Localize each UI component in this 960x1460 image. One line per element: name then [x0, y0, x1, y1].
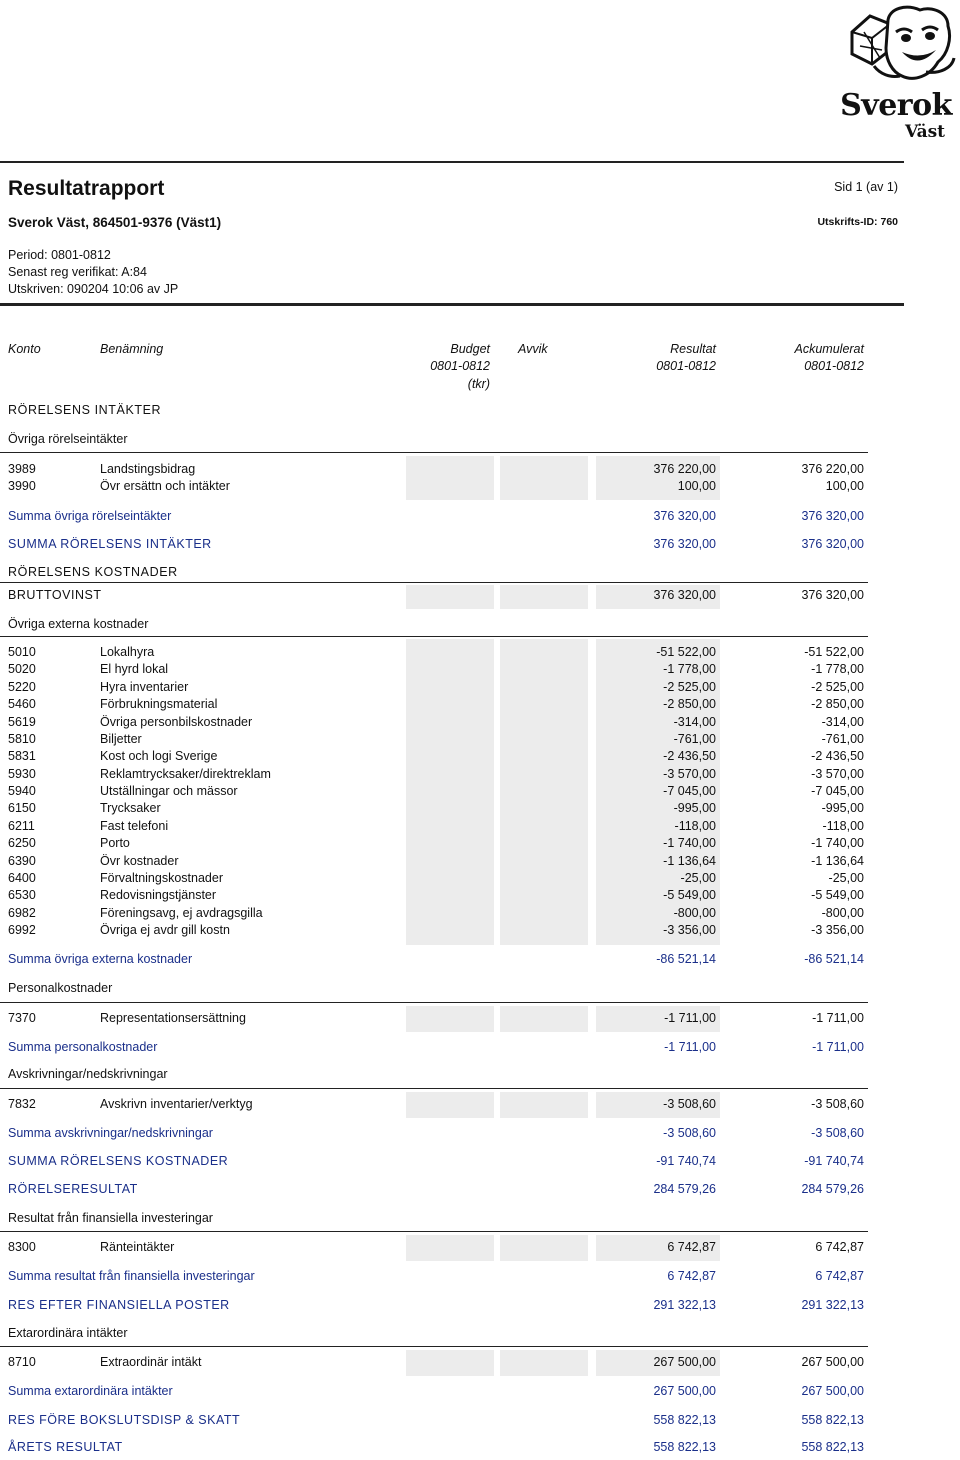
table-row: [0, 923, 868, 941]
account-number: 8300: [8, 1240, 36, 1254]
account-number: 6400: [8, 871, 36, 885]
section-heading: RÖRELSENS KOSTNADER: [8, 565, 178, 579]
table-row: [0, 888, 868, 906]
sum-label: Summa övriga rörelseintäkter: [8, 509, 172, 523]
total-result: 284 579,26: [653, 1182, 716, 1196]
result-value: 267 500,00: [653, 1355, 716, 1369]
table-row: [0, 1355, 868, 1373]
account-number: 8710: [8, 1355, 36, 1369]
total-accumulated: 376 320,00: [801, 588, 864, 602]
logo-name: Sverok: [840, 88, 952, 123]
account-name: Övr ersättn och intäkter: [100, 479, 230, 493]
account-name: Representationsersättning: [100, 1011, 246, 1025]
accumulated-value: -1 778,00: [811, 662, 864, 676]
period: Period: 0801-0812: [8, 248, 111, 262]
account-number: 5020: [8, 662, 36, 676]
sum-accumulated: 376 320,00: [801, 509, 864, 523]
result-value: 376 220,00: [653, 462, 716, 476]
account-name: Avskrivn inventarier/verktyg: [100, 1097, 253, 1111]
sum-accumulated: 267 500,00: [801, 1384, 864, 1398]
result-value: -118,00: [674, 819, 716, 833]
result-value: -3 570,00: [663, 767, 716, 781]
table-row: [0, 697, 868, 715]
accumulated-value: -7 045,00: [811, 784, 864, 798]
total-accumulated: -91 740,74: [804, 1154, 864, 1168]
result-value: -1 711,00: [664, 1011, 716, 1025]
accumulated-value: -2 436,50: [811, 749, 864, 763]
accumulated-value: -118,00: [822, 819, 864, 833]
result-value: -2 436,50: [663, 749, 716, 763]
accumulated-value: -2 525,00: [811, 680, 864, 694]
result-value: -1 136,64: [663, 854, 716, 868]
table-row: [0, 662, 868, 680]
total-label: SUMMA RÖRELSENS INTÄKTER: [8, 537, 212, 551]
sum-result: -3 508,60: [663, 1126, 716, 1140]
col-budget-unit: (tkr): [467, 377, 490, 391]
group-divider: [0, 1346, 868, 1347]
accumulated-value: -3 356,00: [811, 923, 864, 937]
sum-row: [0, 1040, 868, 1058]
account-name: Kost och logi Sverige: [100, 749, 218, 763]
account-number: 6211: [8, 819, 35, 833]
report-title: Resultatrapport: [8, 177, 165, 200]
accumulated-value: -3 570,00: [811, 767, 864, 781]
result-value: -761,00: [673, 732, 716, 746]
account-number: 6982: [8, 906, 36, 920]
header-rule: [0, 303, 904, 306]
group-divider: [0, 636, 868, 637]
result-value: -3 508,60: [663, 1097, 716, 1111]
group-heading: Extarordinära intäkter: [8, 1326, 128, 1340]
sum-label: Summa resultat från finansiella investeringar: [8, 1269, 255, 1283]
account-name: El hyrd lokal: [100, 662, 169, 676]
total-row: [0, 1182, 868, 1200]
result-value: -314,00: [673, 715, 716, 729]
account-number: 5940: [8, 784, 36, 798]
account-name: Fast telefoni: [100, 819, 169, 833]
sum-row: [0, 1126, 868, 1144]
account-number: 6150: [8, 801, 36, 815]
accumulated-value: 267 500,00: [801, 1355, 864, 1369]
accumulated-value: 100,00: [825, 479, 864, 493]
last-verification: Senast reg verifikat: A:84: [8, 265, 147, 279]
group-heading: Övriga rörelseintäkter: [8, 432, 128, 446]
result-value: -51 522,00: [656, 645, 716, 659]
account-name: Förvaltningskostnader: [100, 871, 223, 885]
table-row: [0, 732, 868, 750]
group-divider: [0, 1231, 868, 1232]
col-resultat: Resultat: [670, 342, 716, 356]
col-ackumulerat: Ackumulerat: [794, 342, 864, 356]
total-row: [0, 1440, 868, 1458]
total-result: 558 822,13: [653, 1440, 716, 1454]
total-row: [0, 1154, 868, 1172]
account-name: Lokalhyra: [100, 645, 155, 659]
accumulated-value: -25,00: [828, 871, 864, 885]
table-row: [0, 715, 868, 733]
result-value: -7 045,00: [663, 784, 716, 798]
col-konto: Konto: [8, 342, 41, 356]
result-value: -1 740,00: [663, 836, 716, 850]
accumulated-value: -800,00: [821, 906, 864, 920]
account-number: 6390: [8, 854, 36, 868]
result-value: -25,00: [680, 871, 716, 885]
accumulated-value: -51 522,00: [804, 645, 864, 659]
page-number: Sid 1 (av 1): [834, 180, 898, 194]
accumulated-value: -314,00: [821, 715, 864, 729]
table-row: [0, 784, 868, 802]
table-row: [0, 836, 868, 854]
result-value: -1 778,00: [663, 662, 716, 676]
sum-accumulated: 6 742,87: [815, 1269, 864, 1283]
total-accumulated: 284 579,26: [801, 1182, 864, 1196]
table-row: [0, 801, 868, 819]
account-number: 5220: [8, 680, 36, 694]
account-name: Föreningsavg, ej avdragsgilla: [100, 906, 263, 920]
print-id: Utskrifts-ID: 760: [817, 216, 898, 228]
table-row: [0, 749, 868, 767]
result-value: -2 850,00: [663, 697, 716, 711]
account-name: Övriga ej avdr gill kostn: [100, 923, 230, 937]
total-row: [0, 1413, 868, 1431]
accumulated-value: -3 508,60: [811, 1097, 864, 1111]
sum-row: [0, 1384, 868, 1402]
sum-result: -86 521,14: [656, 952, 716, 966]
total-result: 376 320,00: [653, 537, 716, 551]
table-row: [0, 906, 868, 924]
printed-info: Utskriven: 090204 10:06 av JP: [8, 282, 179, 296]
account-name: Reklamtrycksaker/direktreklam: [100, 767, 271, 781]
account-name: Utställningar och mässor: [100, 784, 238, 798]
account-name: Porto: [100, 836, 130, 850]
total-label: RES FÖRE BOKSLUTSDISP & SKATT: [8, 1413, 241, 1427]
sverok-logo: [830, 2, 960, 147]
total-label: RES EFTER FINANSIELLA POSTER: [8, 1298, 230, 1312]
total-accumulated: 291 322,13: [801, 1298, 864, 1312]
table-row: [0, 871, 868, 889]
account-number: 7370: [8, 1011, 36, 1025]
account-name: Landstingsbidrag: [100, 462, 196, 476]
total-accumulated: 376 320,00: [801, 537, 864, 551]
result-value: -5 549,00: [663, 888, 716, 902]
accumulated-value: 6 742,87: [815, 1240, 864, 1254]
sum-label: Summa personalkostnader: [8, 1040, 158, 1054]
total-label: RÖRELSERESULTAT: [8, 1182, 138, 1196]
table-row: [0, 854, 868, 872]
account-name: Övr kostnader: [100, 854, 179, 868]
account-name: Förbrukningsmaterial: [100, 697, 218, 711]
account-number: 3989: [8, 462, 36, 476]
total-row: [0, 1298, 868, 1316]
sum-label: Summa avskrivningar/nedskrivningar: [8, 1126, 213, 1140]
accumulated-value: -1 740,00: [811, 836, 864, 850]
col-resultat-period: 0801-0812: [656, 359, 716, 373]
account-number: 5619: [8, 715, 36, 729]
table-row: [0, 767, 868, 785]
group-heading: Övriga externa kostnader: [8, 617, 149, 631]
accumulated-value: -5 549,00: [811, 888, 864, 902]
account-number: 5460: [8, 697, 36, 711]
account-number: 5831: [8, 749, 36, 763]
group-heading: Resultat från finansiella investeringar: [8, 1211, 213, 1225]
account-number: 5930: [8, 767, 36, 781]
group-divider: [0, 582, 868, 583]
logo-subtitle: Väst: [904, 122, 946, 142]
result-value: 100,00: [677, 479, 716, 493]
group-heading: Avskrivningar/nedskrivningar: [8, 1067, 168, 1081]
table-row: [0, 462, 868, 480]
account-number: 6530: [8, 888, 36, 902]
table-row: [0, 1240, 868, 1258]
group-divider: [0, 1002, 868, 1003]
total-result: 376 320,00: [653, 588, 716, 602]
sum-accumulated: -1 711,00: [812, 1040, 864, 1054]
sverok-mascot-icon: [830, 2, 960, 97]
account-number: 6992: [8, 923, 36, 937]
table-row: [0, 819, 868, 837]
total-row: [0, 537, 868, 555]
header-divider: [0, 161, 904, 163]
total-accumulated: 558 822,13: [801, 1440, 864, 1454]
result-value: -3 356,00: [663, 923, 716, 937]
sum-accumulated: -86 521,14: [804, 952, 864, 966]
total-result: 558 822,13: [653, 1413, 716, 1427]
account-number: 7832: [8, 1097, 36, 1111]
sum-result: 267 500,00: [653, 1384, 716, 1398]
accumulated-value: 376 220,00: [801, 462, 864, 476]
col-budget: Budget: [450, 342, 490, 356]
total-accumulated: 558 822,13: [801, 1413, 864, 1427]
account-name: Redovisningstjänster: [100, 888, 217, 902]
account-name: Extraordinär intäkt: [100, 1355, 202, 1369]
accumulated-value: -761,00: [821, 732, 864, 746]
table-row: [0, 1011, 868, 1029]
company-name: Sverok Väst, 864501-9376 (Väst1): [8, 215, 222, 230]
col-avvik: Avvik: [518, 342, 548, 356]
account-number: 3990: [8, 479, 36, 493]
total-result: -91 740,74: [656, 1154, 716, 1168]
total-label: ÅRETS RESULTAT: [8, 1440, 123, 1454]
result-value: -800,00: [673, 906, 716, 920]
sum-row: [0, 1269, 868, 1287]
account-name: Hyra inventarier: [100, 680, 189, 694]
result-value: 6 742,87: [667, 1240, 716, 1254]
sum-label: Summa extarordinära intäkter: [8, 1384, 173, 1398]
account-number: 5810: [8, 732, 36, 746]
table-row: [0, 645, 868, 663]
account-number: 5010: [8, 645, 36, 659]
accumulated-value: -2 850,00: [811, 697, 864, 711]
total-label: BRUTTOVINST: [8, 588, 102, 602]
group-heading: Personalkostnader: [8, 981, 113, 995]
group-divider: [0, 1088, 868, 1089]
table-row: [0, 1097, 868, 1115]
group-divider: [0, 452, 868, 453]
col-ackumulerat-period: 0801-0812: [804, 359, 864, 373]
account-name: Övriga personbilskostnader: [100, 715, 253, 729]
table-row: [0, 479, 868, 497]
total-row: [0, 588, 868, 606]
total-label: SUMMA RÖRELSENS KOSTNADER: [8, 1154, 229, 1168]
section-heading: RÖRELSENS INTÄKTER: [8, 403, 162, 417]
account-name: Ränteintäkter: [100, 1240, 175, 1254]
sum-accumulated: -3 508,60: [811, 1126, 864, 1140]
sum-result: -1 711,00: [664, 1040, 716, 1054]
table-row: [0, 680, 868, 698]
account-name: Biljetter: [100, 732, 142, 746]
col-budget-period: 0801-0812: [430, 359, 490, 373]
accumulated-value: -1 711,00: [812, 1011, 864, 1025]
sum-row: [0, 509, 868, 527]
accumulated-value: -1 136,64: [811, 854, 864, 868]
sum-result: 6 742,87: [667, 1269, 716, 1283]
total-result: 291 322,13: [653, 1298, 716, 1312]
col-benamning: Benämning: [100, 342, 164, 356]
result-value: -2 525,00: [663, 680, 716, 694]
account-number: 6250: [8, 836, 36, 850]
result-value: -995,00: [673, 801, 716, 815]
accumulated-value: -995,00: [821, 801, 864, 815]
sum-row: [0, 952, 868, 970]
sum-label: Summa övriga externa kostnader: [8, 952, 193, 966]
sum-result: 376 320,00: [653, 509, 716, 523]
account-name: Trycksaker: [100, 801, 161, 815]
